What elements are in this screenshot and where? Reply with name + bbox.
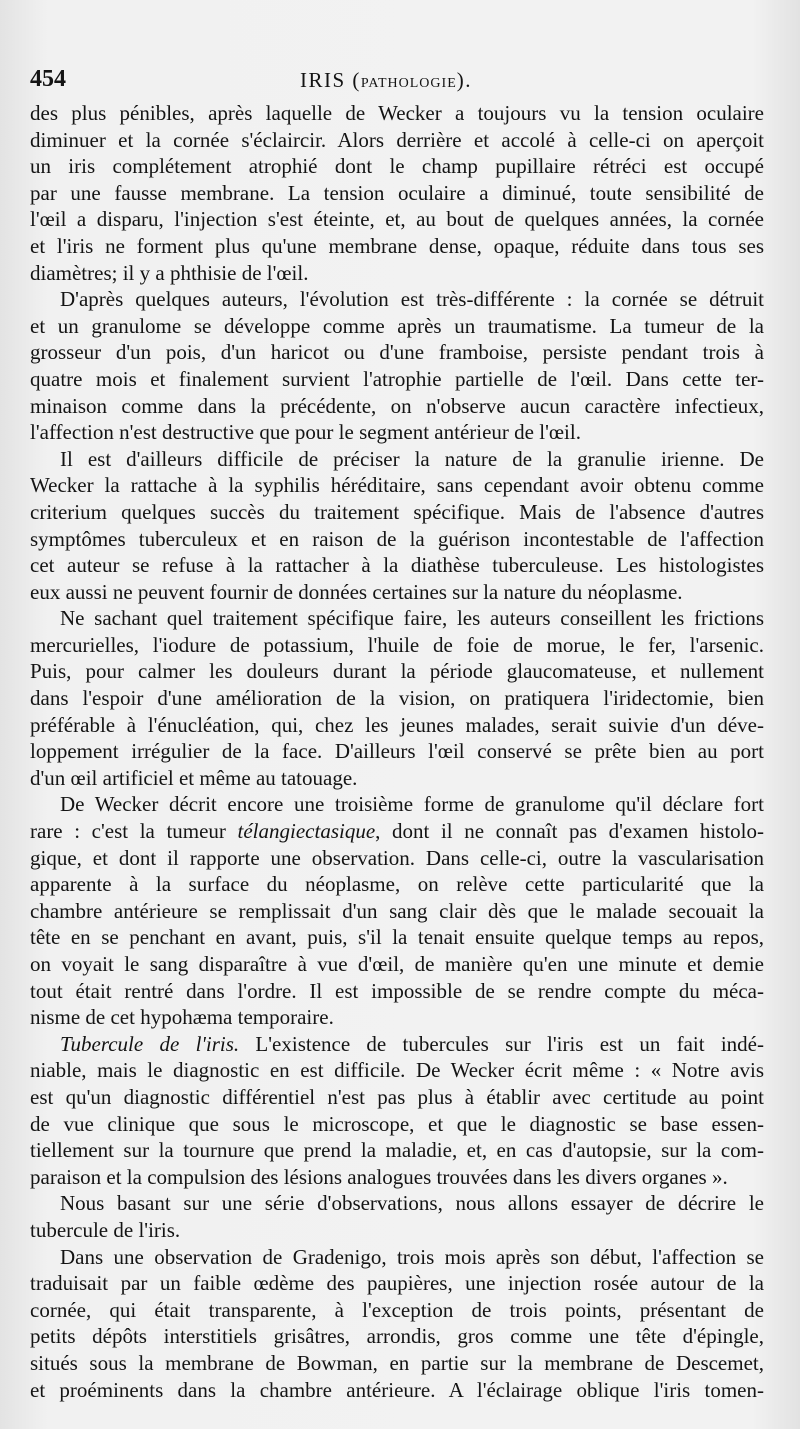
text-line: dans l'espoir d'une amélioration de la vision, on pratiquera l'iridectomie, bien	[30, 686, 764, 711]
text-line: l'œil a disparu, l'injection s'est éteinte, et, au bout de quelques années, la cornée	[30, 207, 764, 232]
text-line: chambre antérieure se remplissait d'un sang clair dès que le malade secouait la	[30, 898, 764, 923]
text-line: tubercule de l'iris.	[30, 1217, 181, 1242]
text-line: mercurielles, l'iodure de potassium, l'huile de foie de morue, le fer, l'arsenic.	[30, 632, 764, 657]
italic-phrase: Tubercule de l'iris.	[60, 1031, 240, 1056]
text-line: gique, et dont il rapporte une observation. Dans celle-ci, outre la vascularisation	[30, 845, 764, 870]
text-line: petits dépôts interstitiels grisâtres, arrondis, gros comme une tête d'épingle,	[30, 1324, 764, 1349]
text-line: Puis, pour calmer les douleurs durant la période glaucomateuse, et nullement	[30, 659, 764, 684]
text-line: niable, mais le diagnostic en est difficile. De Wecker écrit même : « Notre avis	[30, 1058, 764, 1083]
text-line: d'un œil artificiel et même au tatouage.	[30, 765, 358, 790]
italic-phrase: télangiectasique	[237, 819, 376, 844]
text-line: Nous basant sur une série d'observations, nous allons essayer de décrire le	[60, 1191, 764, 1216]
text-line: Dans une observation de Gradenigo, trois mois après son début, l'affection se	[60, 1244, 764, 1269]
text-line: Ne sachant quel traitement spécifique faire, les auteurs conseillent les frictions	[60, 606, 764, 631]
text-line: des plus pénibles, après laquelle de Wecker a toujours vu la tension oculaire	[30, 101, 764, 125]
text-line: et l'iris ne forment plus qu'une membrane dense, opaque, réduite dans tous ses	[30, 233, 764, 258]
text-line: de vue clinique que sous le microscope, et que le diagnostic se base essen-	[30, 1111, 764, 1136]
text-line: diamètres; il y a phthisie de l'œil.	[30, 260, 309, 285]
text-line: tout était rentré dans l'ordre. Il est impossible de se rendre compte du méca-	[30, 978, 764, 1003]
text-line: minaison comme dans la précédente, on n'observe aucun caractère infectieux,	[30, 393, 764, 418]
running-title-subject: PATHOLOGIE	[360, 76, 457, 91]
text-line: eux aussi ne peuvent fournir de données certaines sur la nature du néoplasme.	[30, 579, 683, 604]
text-line: paraison et la compulsion des lésions analogues trouvées dans les divers organes ».	[30, 1164, 728, 1189]
text-line: rare : c'est la tumeur télangiectasique, dont il ne connaît pas d'examen histolo-	[30, 819, 764, 844]
text-line: l'affection n'est destructive que pour le segment antérieur de l'œil.	[30, 420, 581, 445]
running-title	[300, 68, 472, 93]
text-line: par une fausse membrane. La tension oculaire a diminué, toute sensibilité de	[30, 180, 764, 205]
text-line: on voyait le sang disparaître à vue d'œil, de manière qu'en une minute et demie	[30, 952, 764, 976]
running-title-end: ).	[456, 68, 472, 92]
text-line: apparente à la surface du néoplasme, on relève cette particularité que la	[30, 872, 764, 897]
running-header	[30, 62, 764, 96]
text-line: un iris complétement atrophié dont le champ pupillaire rétréci est occupé	[30, 154, 764, 179]
text-line: Il est d'ailleurs difficile de préciser la nature de la granulie irienne. De	[60, 446, 764, 471]
text-line: nisme de cet hypohæma temporaire.	[30, 1005, 334, 1030]
text-line: et proéminents dans la chambre antérieure. A l'éclairage oblique l'iris tomen-	[30, 1377, 764, 1402]
text-line: criterium quelques succès du traitement spécifique. Mais de l'absence d'autres	[30, 499, 764, 524]
page-number: 454	[30, 66, 66, 92]
text-line: De Wecker décrit encore une troisième forme de granulome qu'il déclare fort	[60, 792, 764, 817]
running-title-main: IRIS (	[300, 68, 361, 92]
text-line: traduisait par un faible œdème des paupières, une injection rosée autour de la	[30, 1271, 764, 1296]
body-text	[30, 100, 764, 1403]
text-line: Tubercule de l'iris. L'existence de tubercules sur l'iris est un fait indé-	[60, 1031, 764, 1056]
text-line: préférable à l'énucléation, qui, chez les jeunes malades, serait suivie d'un déve-	[30, 712, 764, 737]
text-line: cet auteur se refuse à la rattacher à la diathèse tuberculeuse. Les histologistes	[30, 553, 764, 578]
text-line: cornée, qui était transparente, à l'exception de trois points, présentant de	[30, 1297, 764, 1322]
text-line: est qu'un diagnostic différentiel n'est pas plus à établir avec certitude au point	[30, 1084, 764, 1109]
text-line: diminuer et la cornée s'éclaircir. Alors derrière et accolé à celle-ci on aperçoit	[30, 127, 764, 152]
text-line: tête en se penchant en avant, puis, s'il la tenait ensuite quelque temps au repos,	[30, 925, 764, 950]
text-line: Wecker la rattache à la syphilis héréditaire, sans cependant avoir obtenu comme	[30, 473, 764, 498]
text-line: quatre mois et finalement survient l'atrophie partielle de l'œil. Dans cette ter-	[30, 366, 764, 391]
text-line: et un granulome se développe comme après un traumatisme. La tumeur de la	[30, 313, 764, 338]
text-line: grosseur d'un pois, d'un haricot ou d'une framboise, persiste pendant trois à	[30, 340, 764, 365]
text-line: symptômes tuberculeux et en raison de la guérison incontestable de l'affection	[30, 526, 764, 551]
text-line: D'après quelques auteurs, l'évolution est très-différente : la cornée se détruit	[60, 287, 764, 312]
text-line: loppement irrégulier de la face. D'ailleurs l'œil conservé se prête bien au port	[30, 739, 764, 764]
text-line: tiellement sur la tournure que prend la maladie, et, en cas d'autopsie, sur la com-	[30, 1138, 764, 1163]
text-line: situés sous la membrane de Bowman, en partie sur la membrane de Descemet,	[30, 1350, 764, 1375]
